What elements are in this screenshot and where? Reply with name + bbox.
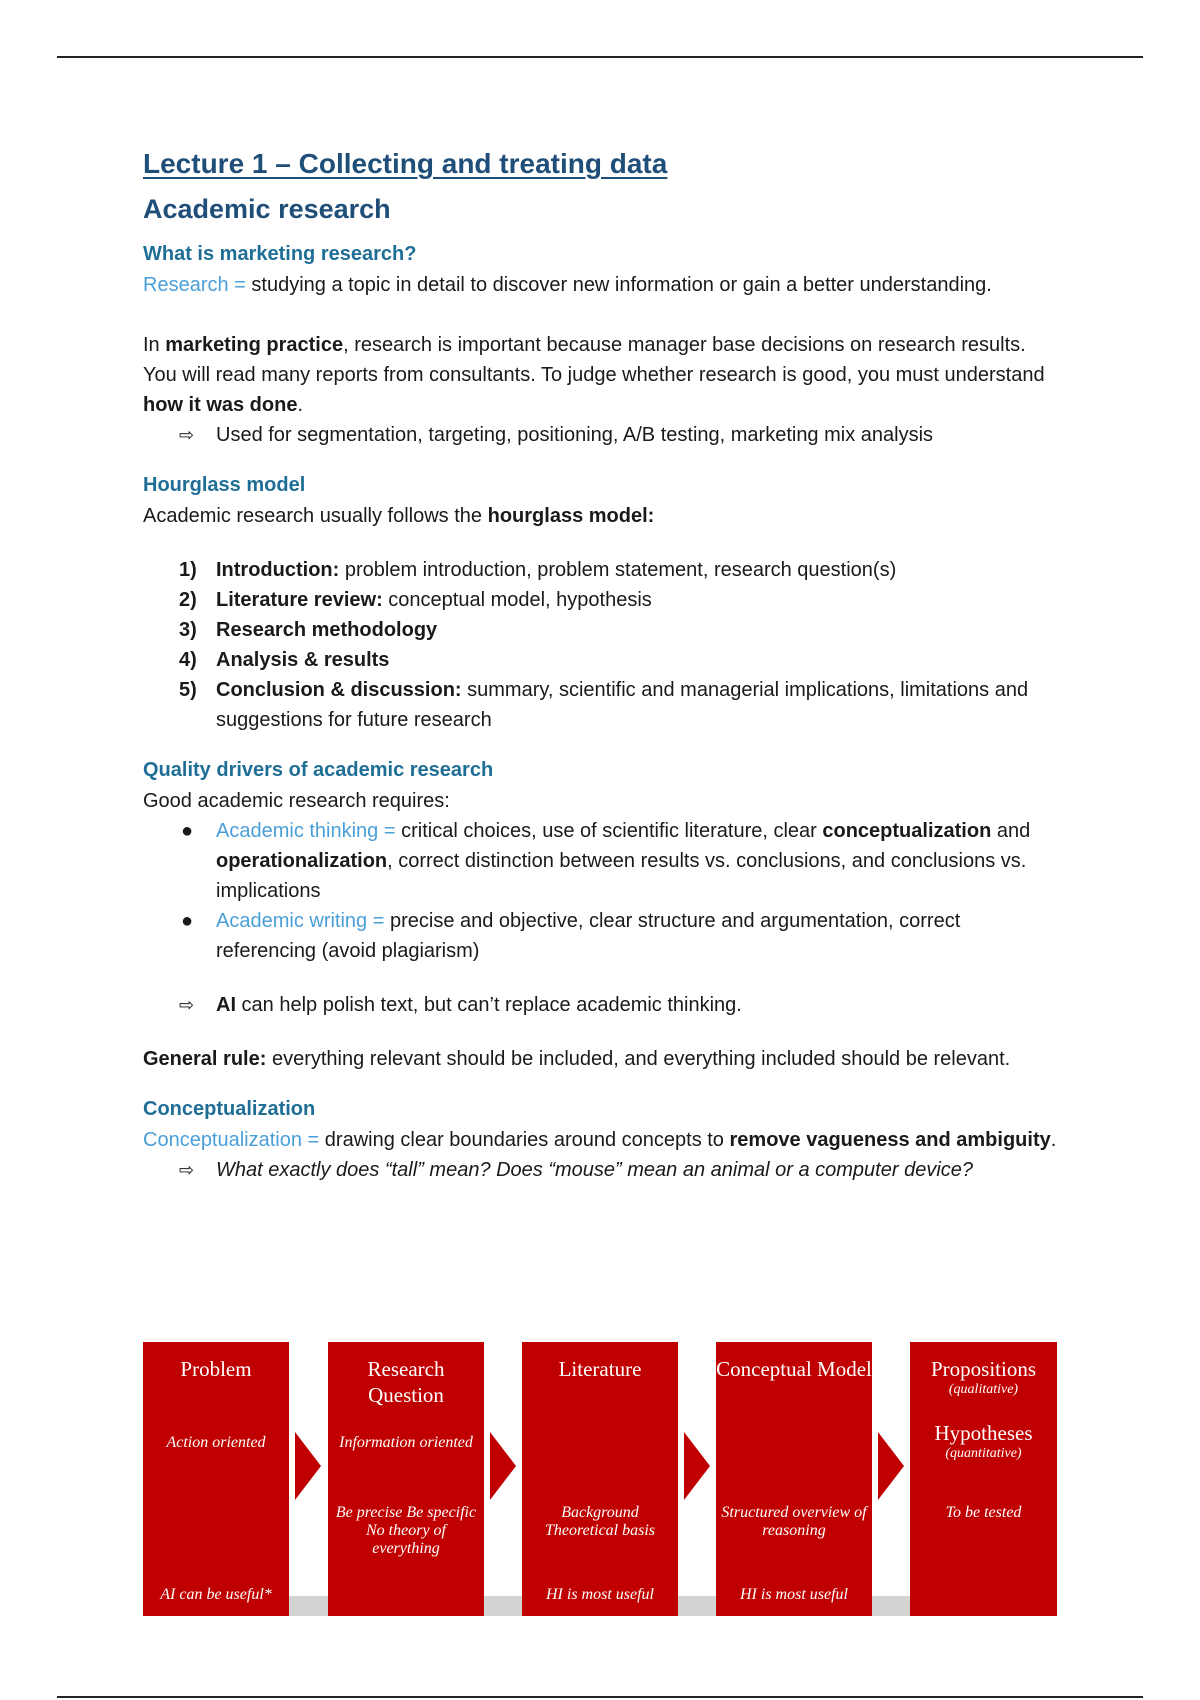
arrow-right-icon: ⇨: [179, 425, 195, 445]
list-item: [143, 645, 1063, 675]
list-number: 3): [179, 619, 197, 641]
arrow-note-ai: [143, 990, 1063, 1020]
box-subtitle: (qualitative): [948, 1382, 1019, 1397]
list-label: Research methodology: [216, 619, 438, 641]
bold-hourglass-model: hourglass model:: [487, 505, 655, 527]
arrow-note-text: Used for segmentation, targeting, positioning, A/B testing, marketing mix analysis: [216, 424, 934, 446]
text-span: drawing clear boundaries around concepts to: [319, 1129, 730, 1151]
conceptualization-definition: [143, 1125, 1063, 1155]
bold-marketing-practice: marketing practice: [165, 334, 344, 356]
box-title: Conceptual Model: [716, 1357, 872, 1381]
bold-remove-vagueness: remove vagueness and ambiguity: [729, 1129, 1051, 1151]
arrow-note-tall: [143, 1155, 1063, 1185]
diagram-box-propositions: [910, 1342, 1057, 1616]
chevron-right-icon: [490, 1432, 516, 1500]
list-label: Literature review:: [216, 589, 383, 611]
quality-list: [143, 816, 1063, 966]
general-rule: [143, 1044, 1063, 1074]
box-low-text: To be tested: [945, 1504, 1022, 1521]
box-mid-text: Action oriented: [166, 1434, 266, 1451]
chevron-right-icon: [295, 1432, 321, 1500]
list-number: 5): [179, 679, 197, 701]
list-label: Analysis & results: [216, 649, 390, 671]
research-process-diagram: [143, 1342, 1057, 1616]
heading-quality-drivers: Quality drivers of academic research: [143, 759, 494, 781]
text-span: Academic research usually follows the: [143, 505, 488, 527]
text-span: , correct distinction between results vs. conclusions, and conclusions vs. implications: [216, 850, 1027, 902]
bullet-icon: ●: [181, 910, 194, 932]
chevron-right-icon: [684, 1432, 710, 1500]
research-def-text: studying a topic in detail to discover new information or gain a better understanding.: [245, 274, 992, 296]
list-number: 4): [179, 649, 197, 671]
bold-operationalization: operationalization: [216, 850, 388, 872]
diagram-box-problem: [143, 1342, 289, 1616]
heading-conceptualization: Conceptualization: [143, 1098, 316, 1120]
text-span: In: [143, 334, 166, 356]
box-bottom-text: AI can be useful*: [160, 1586, 272, 1603]
bold-how-it-was-done: how it was done: [143, 394, 298, 416]
list-number: 1): [179, 559, 197, 581]
box-hypotheses-subtitle: (quantitative): [945, 1446, 1022, 1461]
text-span: everything relevant should be included, and everything included should be relevant.: [266, 1048, 1011, 1070]
text-span: and: [991, 820, 1031, 842]
top-rule: [57, 56, 1143, 58]
heading-marketing-research: What is marketing research?: [143, 243, 417, 265]
arrow-note-uses: [143, 420, 1063, 450]
diagram-box-literature: [522, 1342, 678, 1616]
list-number: 2): [179, 589, 197, 611]
arrow-note-text: can help polish text, but can’t replace academic thinking.: [236, 994, 742, 1016]
list-item: [143, 675, 1063, 735]
text-span: precise and objective, clear structure and argumentation, correct referencing (avoid plagiarism): [216, 910, 961, 962]
quality-intro: Good academic research requires:: [143, 790, 450, 812]
bullet-icon: ●: [181, 820, 194, 842]
list-item: [143, 585, 1063, 615]
list-item: [143, 615, 1063, 645]
section-heading: Academic research: [143, 194, 391, 224]
list-text: problem introduction, problem statement, research question(s): [339, 559, 897, 581]
research-definition: [143, 270, 1063, 300]
box-title: Literature: [558, 1357, 642, 1381]
text-span: , research is important because manager base decisions on research results. You will read many reports from consultants. To judge whether research is good, you must understand: [143, 334, 1045, 386]
text-span: critical choices, use of scientific literature, clear: [395, 820, 823, 842]
hourglass-intro: [143, 501, 1063, 531]
list-label: Introduction:: [216, 559, 340, 581]
bottom-rule: [57, 1696, 1143, 1698]
box-title: Research Question: [367, 1357, 445, 1407]
arrow-right-icon: ⇨: [179, 995, 195, 1015]
chevron-right-icon: [878, 1432, 904, 1500]
heading-hourglass: Hourglass model: [143, 474, 306, 496]
text-span: .: [1050, 1129, 1057, 1151]
text-span: .: [297, 394, 304, 416]
lecture-title: Lecture 1 – Collecting and treating data: [143, 148, 668, 179]
academic-writing-term: Academic writing =: [216, 910, 385, 932]
bold-general-rule: General rule:: [143, 1048, 267, 1070]
box-title: Propositions: [930, 1357, 1037, 1381]
box-low-text: Background Theoretical basis: [544, 1504, 656, 1539]
box-bottom-text: HI is most useful: [740, 1586, 848, 1603]
research-term: Research =: [143, 274, 246, 296]
box-low-text: Structured overview of reasoning: [721, 1504, 867, 1539]
academic-thinking-term: Academic thinking =: [216, 820, 396, 842]
box-mid-text: Information oriented: [339, 1434, 473, 1451]
arrow-right-icon: ⇨: [179, 1160, 195, 1180]
arrow-note-text: What exactly does “tall” mean? Does “mouse” mean an animal or a computer device?: [216, 1159, 974, 1181]
box-title: Problem: [180, 1357, 252, 1381]
box-bottom-text: HI is most useful: [546, 1586, 654, 1603]
document-page: [143, 140, 1063, 1185]
bold-conceptualization: conceptualization: [822, 820, 992, 842]
list-text: conceptual model, hypothesis: [382, 589, 652, 611]
marketing-practice-paragraph: [143, 330, 1063, 420]
diagram-box-research-question: [328, 1342, 484, 1616]
box-low-text: Be precise Be specific No theory of everything: [335, 1504, 477, 1557]
list-text: summary, scientific and managerial implications, limitations and suggestions for future research: [216, 679, 1029, 731]
box-hypotheses-title: Hypotheses: [934, 1421, 1033, 1445]
bold-ai: AI: [216, 994, 236, 1016]
hourglass-list: [143, 555, 1063, 735]
conceptualization-term: Conceptualization =: [143, 1129, 320, 1151]
list-label: Conclusion & discussion:: [216, 679, 462, 701]
diagram-box-conceptual-model: [716, 1342, 872, 1616]
list-item: [143, 816, 1063, 906]
list-item: [143, 555, 1063, 585]
list-item: [143, 906, 1063, 966]
